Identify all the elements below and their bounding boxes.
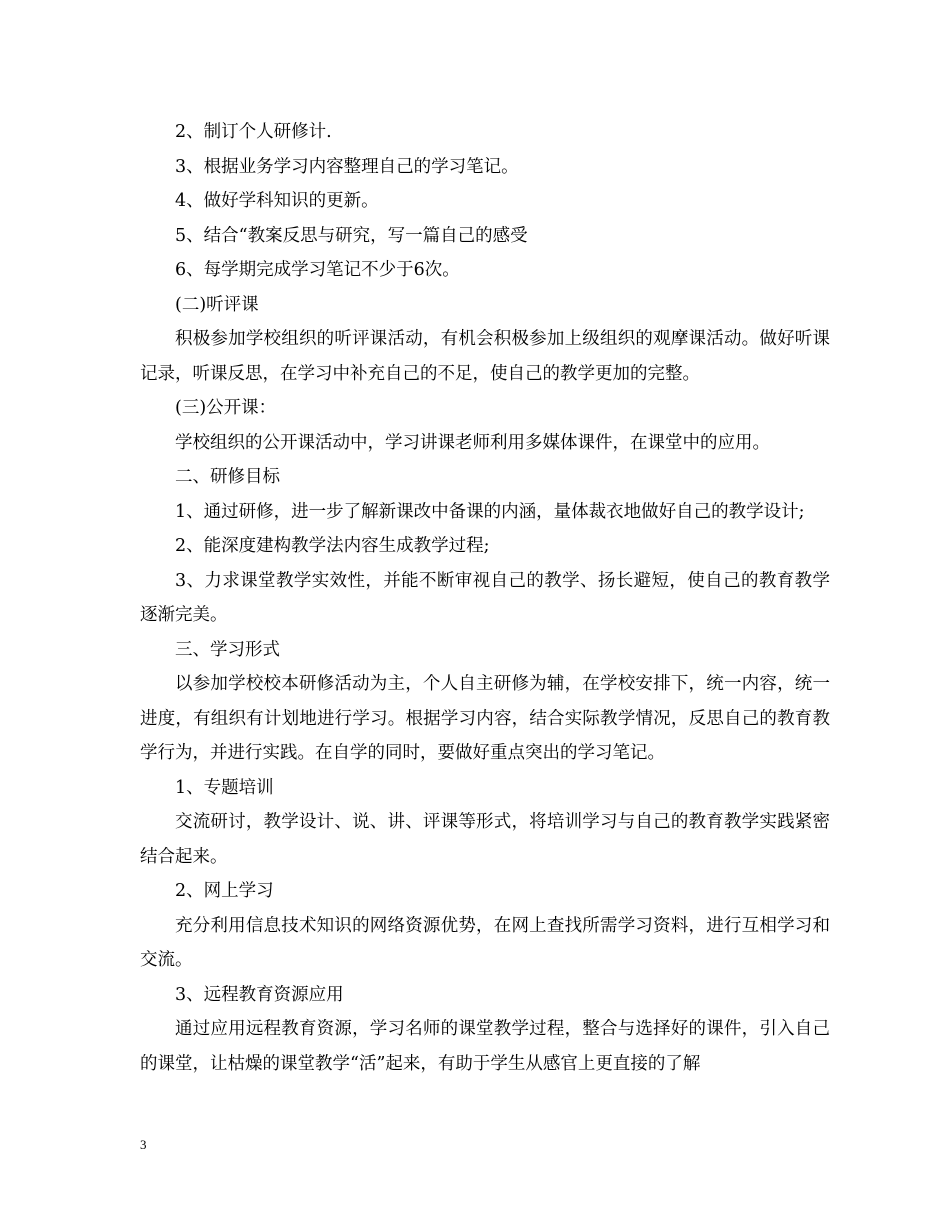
paragraph: 以参加学校校本研修活动为主，个人自主研修为辅，在学校安排下，统一内容，统一进度，有组织有计划地进行学习。根据学习内容，结合实际教学情况，反思自己的教育教学行为，并进行实践。在自学的同时，要做好重点突出的学习笔记。 xyxy=(140,674,830,763)
paragraph: 充分利用信息技术知识的网络资源优势，在网上查找所需学习资料，进行互相学习和交流。 xyxy=(140,915,830,970)
paragraph: 2、制订个人研修计. xyxy=(175,122,332,142)
paragraph: 3、根据业务学习内容整理自己的学习笔记。 xyxy=(175,156,519,177)
document-body xyxy=(140,115,830,1081)
section-heading: 二、研修目标 xyxy=(175,467,280,487)
paragraph: 5、结合“教案反思与研究，写一篇自己的感受 xyxy=(175,225,528,246)
paragraph: 学校组织的公开课活动中，学习讲课老师利用多媒体课件，在课堂中的应用。 xyxy=(175,432,770,453)
paragraph: 4、做好学科知识的更新。 xyxy=(175,191,379,211)
subsection-heading: 3、远程教育资源应用 xyxy=(175,984,344,1005)
paragraph: 通过应用远程教育资源，学习名师的课堂教学过程，整合与选择好的课件，引入自己的课堂，让枯燥的课堂教学“活”起来，有助于学生从感官上更直接的了解 xyxy=(140,1019,830,1074)
subsection-heading: 2、网上学习 xyxy=(175,881,274,901)
paragraph: 交流研讨，教学设计、说、讲、评课等形式，将培训学习与自己的教育教学实践紧密结合起来。 xyxy=(140,812,830,867)
paragraph: 1、通过研修，进一步了解新课改中备课的内涵，量体裁衣地做好自己的教学设计; xyxy=(175,501,805,522)
paragraph: 积极参加学校组织的听评课活动，有机会积极参加上级组织的观摩课活动。做好听课记录，听课反思，在学习中补充自己的不足，使自己的教学更加的完整。 xyxy=(140,329,830,384)
section-heading: (三)公开课： xyxy=(175,398,277,418)
page-number: 3 xyxy=(140,1137,147,1152)
section-heading: (二)听评课 xyxy=(175,294,259,315)
paragraph: 3、力求课堂教学实效性，并能不断审视自己的教学、扬长避短，使自己的教育教学逐渐完美。 xyxy=(140,570,830,625)
section-heading: 三、学习形式 xyxy=(175,639,280,660)
paragraph: 6、每学期完成学习笔记不少于6次。 xyxy=(175,260,460,280)
subsection-heading: 1、专题培训 xyxy=(175,777,274,798)
paragraph: 2、能深度建构教学法内容生成教学过程; xyxy=(175,536,490,556)
